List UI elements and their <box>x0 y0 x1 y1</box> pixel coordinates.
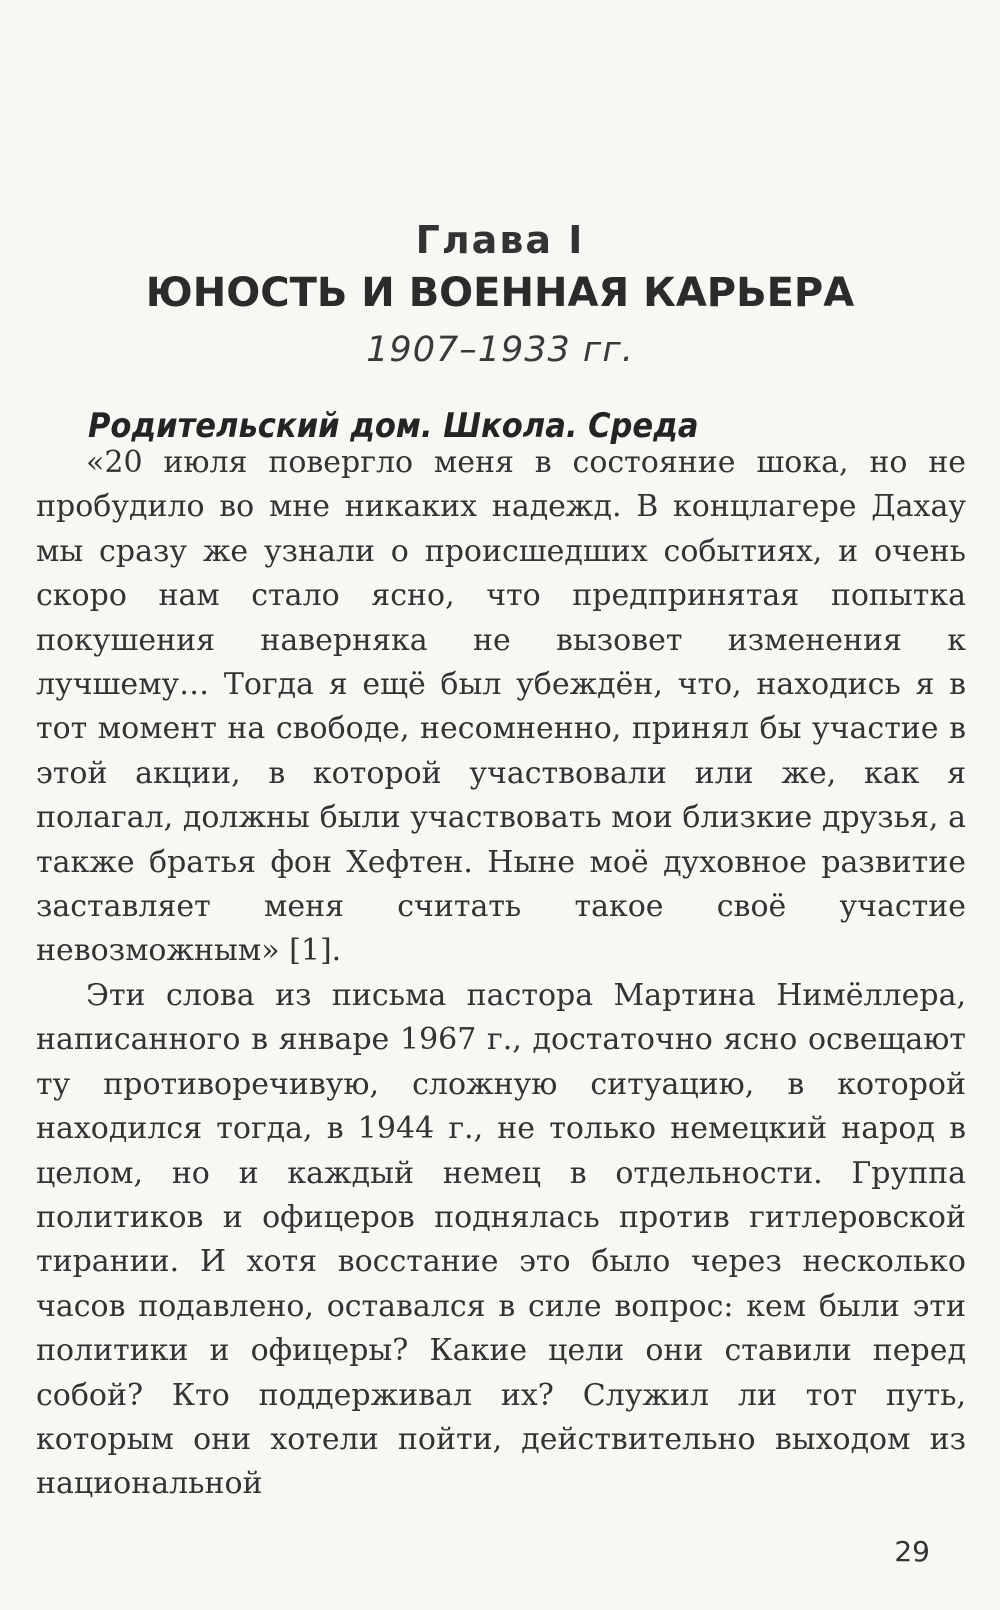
page-number: 29 <box>894 1535 930 1568</box>
paragraph-1: «20 июля повергло меня в состояние шока, но не пробудило во мне никаких надежд. В концлагере Дахау мы сразу же узнали о происшедших событиях, и очень скоро нам стало ясно, что предпринятая попытка покушения наверняка не вызовет изменения к лучшему… Тогда я ещё был убеждён, что, находись я в тот момент на свободе, несомненно, принял бы участие в этой акции, в которой участвовали или же, как я полагал, должны были участвовать мои близкие друзья, а также братья фон Хефтен. Ныне моё духовное развитие заставляет меня считать такое своё участие невозможным» [1]. <box>36 445 966 969</box>
chapter-label: Глава I <box>415 218 585 262</box>
chapter-title: ЮНОСТЬ И ВОЕННАЯ КАРЬЕРА <box>145 270 855 316</box>
paragraph-2: Эти слова из письма пастора Мартина Нимёллера, написанного в январе 1967 г., достаточно ясно освещают ту противоречивую, сложную ситуацию, в которой находился тогда, в 1944 г., не только немецкий народ в целом, но и каждый немец в отдельности. Группа политиков и офицеров поднялась против гитлеровской тирании. И хотя восстание это было через несколько часов подавлено, оставался в силе вопрос: кем были эти политики и офицеры? Какие цели они ставили перед собой? Кто поддерживал их? Служил ли тот путь, которым они хотели пойти, действительно выходом из национальной <box>36 977 966 1502</box>
chapter-years: 1907–1933 гг. <box>366 330 634 370</box>
section-heading: Родительский дом. Школа. Среда <box>88 406 699 446</box>
body-text <box>36 441 966 1507</box>
